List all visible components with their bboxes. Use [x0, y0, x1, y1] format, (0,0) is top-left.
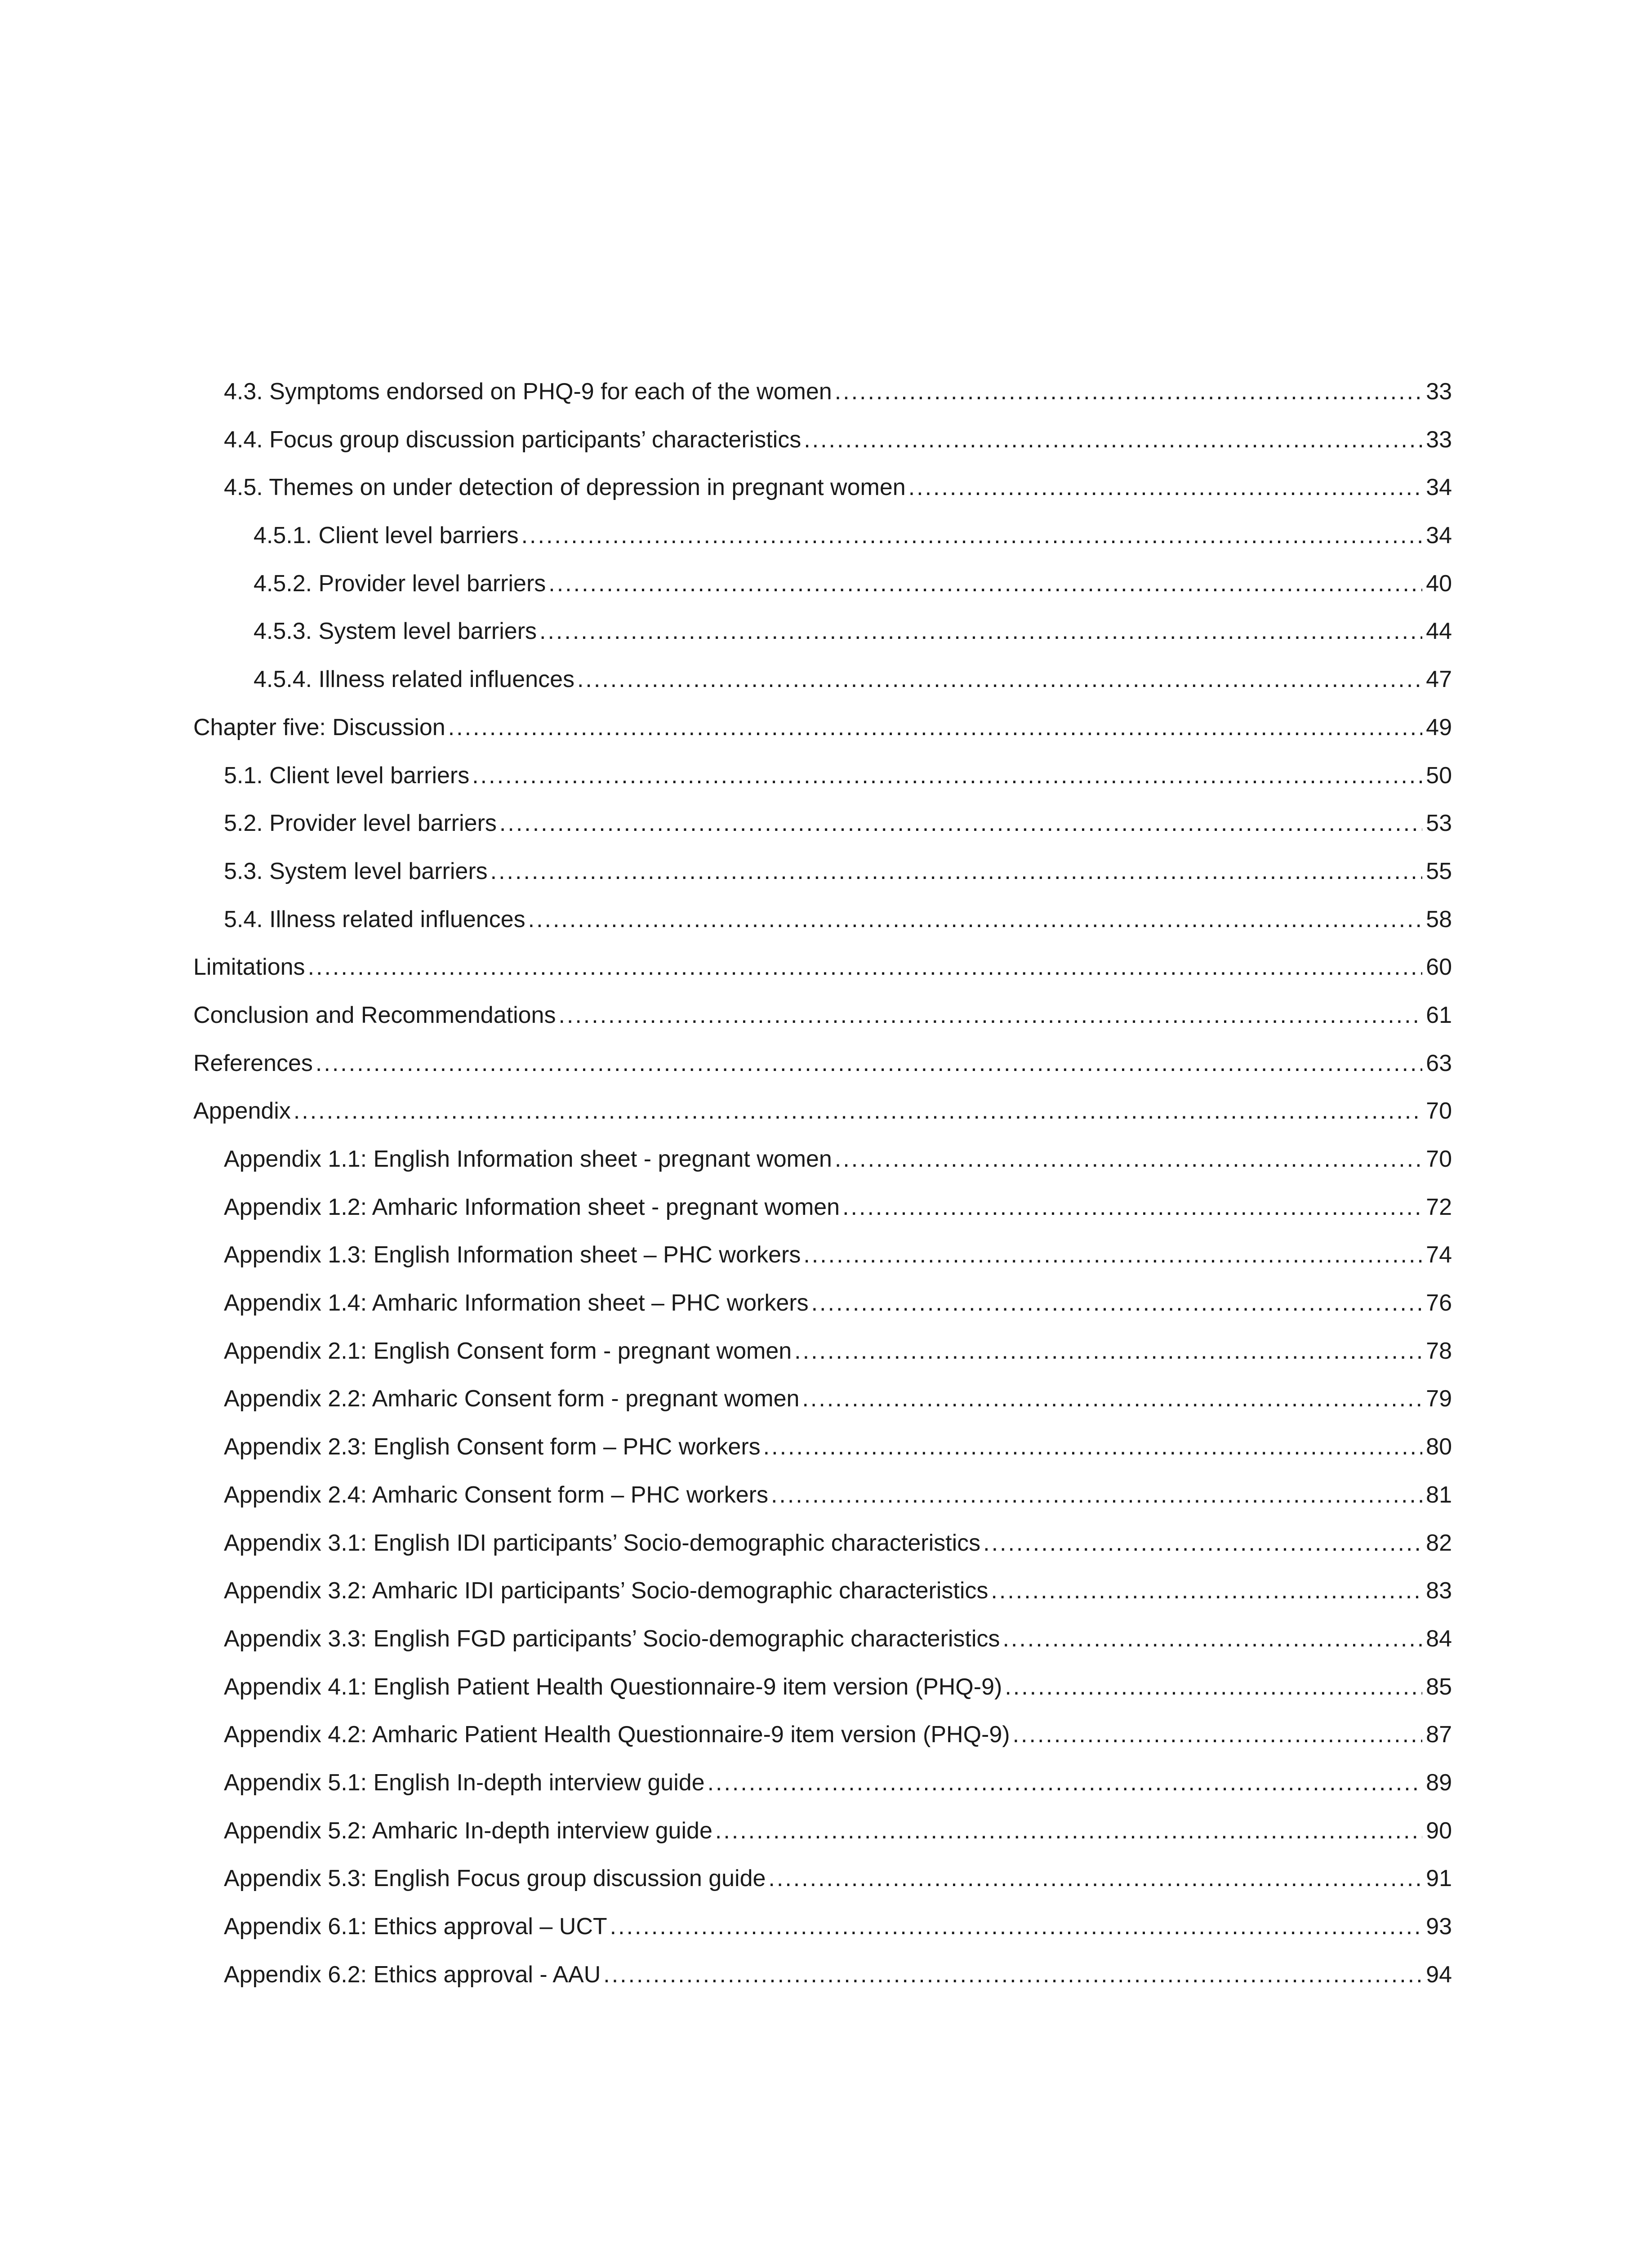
toc-entry-page-number: 34: [1426, 522, 1452, 549]
toc-entry: [193, 1855, 1452, 1903]
toc-entry-title: 4.5.3. System level barriers: [254, 618, 537, 645]
toc-entry-title: Appendix 1.3: English Information sheet – PHC workers: [224, 1242, 801, 1268]
toc-entry-title: 4.3. Symptoms endorsed on PHQ-9 for each of the women: [224, 379, 832, 405]
toc-entry-title: Appendix 2.4: Amharic Consent form – PHC workers: [224, 1481, 768, 1508]
toc-entry: [193, 799, 1452, 847]
toc-dot-leader: [558, 991, 1422, 1039]
toc-dot-leader: [715, 1807, 1422, 1855]
toc-entry-page-number: 47: [1426, 666, 1452, 693]
toc-dot-leader: [983, 1519, 1422, 1567]
toc-entry: [193, 1423, 1452, 1471]
toc-entry-title: Appendix 5.3: English Focus group discussion guide: [224, 1865, 766, 1892]
toc-dot-leader: [577, 656, 1422, 704]
toc-dot-leader: [316, 1039, 1422, 1088]
toc-dot-leader: [835, 1135, 1422, 1183]
toc-entry-title: Appendix 2.2: Amharic Consent form - pregnant women: [224, 1386, 800, 1412]
toc-entry-page-number: 63: [1426, 1050, 1452, 1076]
toc-entry-title: Appendix 6.1: Ethics approval – UCT: [224, 1913, 607, 1940]
toc-entry: [193, 1087, 1452, 1135]
toc-entry-title: 4.5.4. Illness related influences: [254, 666, 574, 693]
toc-entry-title: Appendix: [193, 1098, 291, 1124]
toc-dot-leader: [763, 1423, 1422, 1471]
toc-entry-title: Appendix 4.2: Amharic Patient Health Questionnaire-9 item version (PHQ-9): [224, 1722, 1010, 1748]
toc-entry-page-number: 84: [1426, 1625, 1452, 1652]
toc-dot-leader: [803, 1231, 1422, 1279]
toc-dot-leader: [991, 1567, 1422, 1615]
toc-entry: [193, 1951, 1452, 1999]
toc-entry-page-number: 90: [1426, 1817, 1452, 1844]
toc-entry: [193, 464, 1452, 512]
toc-entry: [193, 1615, 1452, 1663]
toc-entry: [193, 896, 1452, 944]
toc-dot-leader: [842, 1183, 1422, 1231]
toc-entry: [193, 1663, 1452, 1711]
toc-entry-title: Appendix 1.2: Amharic Information sheet - pregnant women: [224, 1194, 840, 1220]
toc-entry: [193, 1903, 1452, 1951]
toc-entry-page-number: 82: [1426, 1530, 1452, 1556]
toc-dot-leader: [794, 1327, 1422, 1375]
toc-entry-page-number: 81: [1426, 1481, 1452, 1508]
toc-entry-page-number: 53: [1426, 810, 1452, 837]
toc-entry-page-number: 94: [1426, 1961, 1452, 1988]
toc-dot-leader: [802, 1375, 1422, 1423]
toc-entry: [193, 847, 1452, 896]
toc-entry-title: 5.1. Client level barriers: [224, 762, 470, 789]
toc-entry-page-number: 61: [1426, 1002, 1452, 1028]
toc-dot-leader: [811, 1279, 1422, 1327]
toc-dot-leader: [610, 1903, 1422, 1951]
toc-entry-title: Appendix 2.3: English Consent form – PHC workers: [224, 1434, 761, 1460]
toc-entry: [193, 1759, 1452, 1807]
toc-entry-title: 4.5.2. Provider level barriers: [254, 570, 546, 597]
toc-dot-leader: [835, 368, 1422, 416]
toc-entry-page-number: 74: [1426, 1242, 1452, 1268]
toc-entry-title: Appendix 6.2: Ethics approval - AAU: [224, 1961, 601, 1988]
toc-dot-leader: [499, 799, 1422, 847]
toc-entry-title: Appendix 4.1: English Patient Health Questionnaire-9 item version (PHQ-9): [224, 1673, 1002, 1700]
toc-entry-page-number: 33: [1426, 379, 1452, 405]
toc-entry-title: Appendix 1.1: English Information sheet - pregnant women: [224, 1146, 832, 1172]
toc-entry: [193, 1279, 1452, 1327]
toc-entry: [193, 1567, 1452, 1615]
toc-entry-title: Appendix 3.1: English IDI participants’ Socio-demographic characteristics: [224, 1530, 981, 1556]
toc-dot-leader: [472, 752, 1422, 800]
toc-entry: [193, 416, 1452, 464]
toc-dot-leader: [1013, 1711, 1422, 1759]
table-of-contents: [193, 368, 1452, 1998]
toc-entry: [193, 1471, 1452, 1519]
toc-entry-title: Appendix 1.4: Amharic Information sheet – PHC workers: [224, 1290, 809, 1316]
toc-entry: [193, 607, 1452, 656]
toc-dot-leader: [908, 464, 1422, 512]
toc-entry-page-number: 80: [1426, 1434, 1452, 1460]
toc-dot-leader: [294, 1087, 1422, 1135]
toc-dot-leader: [708, 1759, 1422, 1807]
toc-entry-page-number: 78: [1426, 1338, 1452, 1364]
toc-entry-page-number: 83: [1426, 1578, 1452, 1604]
toc-entry-page-number: 91: [1426, 1865, 1452, 1892]
toc-entry: [193, 1327, 1452, 1375]
toc-entry-page-number: 34: [1426, 474, 1452, 501]
toc-dot-leader: [448, 704, 1422, 752]
toc-entry-page-number: 87: [1426, 1722, 1452, 1748]
toc-entry-page-number: 49: [1426, 714, 1452, 740]
toc-entry: [193, 512, 1452, 560]
toc-dot-leader: [548, 560, 1422, 608]
toc-entry: [193, 1039, 1452, 1088]
toc-dot-leader: [771, 1471, 1422, 1519]
toc-entry: [193, 656, 1452, 704]
toc-entry-page-number: 89: [1426, 1769, 1452, 1796]
toc-entry-title: Appendix 2.1: English Consent form - pregnant women: [224, 1338, 792, 1364]
toc-entry: [193, 1231, 1452, 1279]
toc-entry-title: Chapter five: Discussion: [193, 714, 445, 740]
toc-entry-title: 5.4. Illness related influences: [224, 906, 525, 932]
toc-entry: [193, 1375, 1452, 1423]
toc-entry: [193, 991, 1452, 1039]
toc-entry-page-number: 40: [1426, 570, 1452, 597]
toc-entry-title: 5.2. Provider level barriers: [224, 810, 497, 837]
toc-entry-page-number: 76: [1426, 1290, 1452, 1316]
toc-entry-title: 4.5. Themes on under detection of depression in pregnant women: [224, 474, 906, 501]
toc-entry: [193, 1807, 1452, 1855]
toc-entry-title: Appendix 3.2: Amharic IDI participants’ Socio-demographic characteristics: [224, 1578, 989, 1604]
toc-dot-leader: [768, 1855, 1422, 1903]
toc-dot-leader: [1005, 1663, 1422, 1711]
toc-dot-leader: [521, 512, 1422, 560]
toc-entry: [193, 560, 1452, 608]
toc-entry-title: 4.4. Focus group discussion participants’ characteristics: [224, 426, 802, 453]
toc-dot-leader: [804, 416, 1422, 464]
toc-entry-title: References: [193, 1050, 313, 1076]
toc-entry-title: 4.5.1. Client level barriers: [254, 522, 519, 549]
toc-entry: [193, 1183, 1452, 1231]
toc-entry-page-number: 50: [1426, 762, 1452, 789]
toc-entry: [193, 752, 1452, 800]
toc-entry-page-number: 79: [1426, 1386, 1452, 1412]
toc-entry-page-number: 44: [1426, 618, 1452, 645]
toc-dot-leader: [603, 1951, 1422, 1999]
toc-entry-title: 5.3. System level barriers: [224, 858, 488, 884]
toc-dot-leader: [490, 847, 1422, 896]
toc-entry-page-number: 33: [1426, 426, 1452, 453]
toc-entry-title: Appendix 3.3: English FGD participants’ Socio-demographic characteristics: [224, 1625, 1000, 1652]
toc-entry-title: Limitations: [193, 954, 305, 981]
toc-entry: [193, 1711, 1452, 1759]
toc-entry-page-number: 72: [1426, 1194, 1452, 1220]
toc-entry: [193, 368, 1452, 416]
toc-dot-leader: [528, 896, 1422, 944]
toc-entry-page-number: 55: [1426, 858, 1452, 884]
toc-dot-leader: [1002, 1615, 1422, 1663]
toc-dot-leader: [308, 943, 1422, 991]
toc-entry-page-number: 70: [1426, 1146, 1452, 1172]
toc-entry-title: Conclusion and Recommendations: [193, 1002, 556, 1028]
toc-entry-title: Appendix 5.1: English In-depth interview guide: [224, 1769, 705, 1796]
toc-entry-page-number: 70: [1426, 1098, 1452, 1124]
toc-entry: [193, 1519, 1452, 1567]
toc-entry-page-number: 58: [1426, 906, 1452, 932]
toc-entry: [193, 704, 1452, 752]
toc-entry-page-number: 60: [1426, 954, 1452, 981]
toc-dot-leader: [539, 607, 1422, 656]
toc-entry-page-number: 85: [1426, 1673, 1452, 1700]
toc-entry-page-number: 93: [1426, 1913, 1452, 1940]
toc-entry: [193, 943, 1452, 991]
toc-entry-title: Appendix 5.2: Amharic In-depth interview guide: [224, 1817, 712, 1844]
toc-entry: [193, 1135, 1452, 1183]
